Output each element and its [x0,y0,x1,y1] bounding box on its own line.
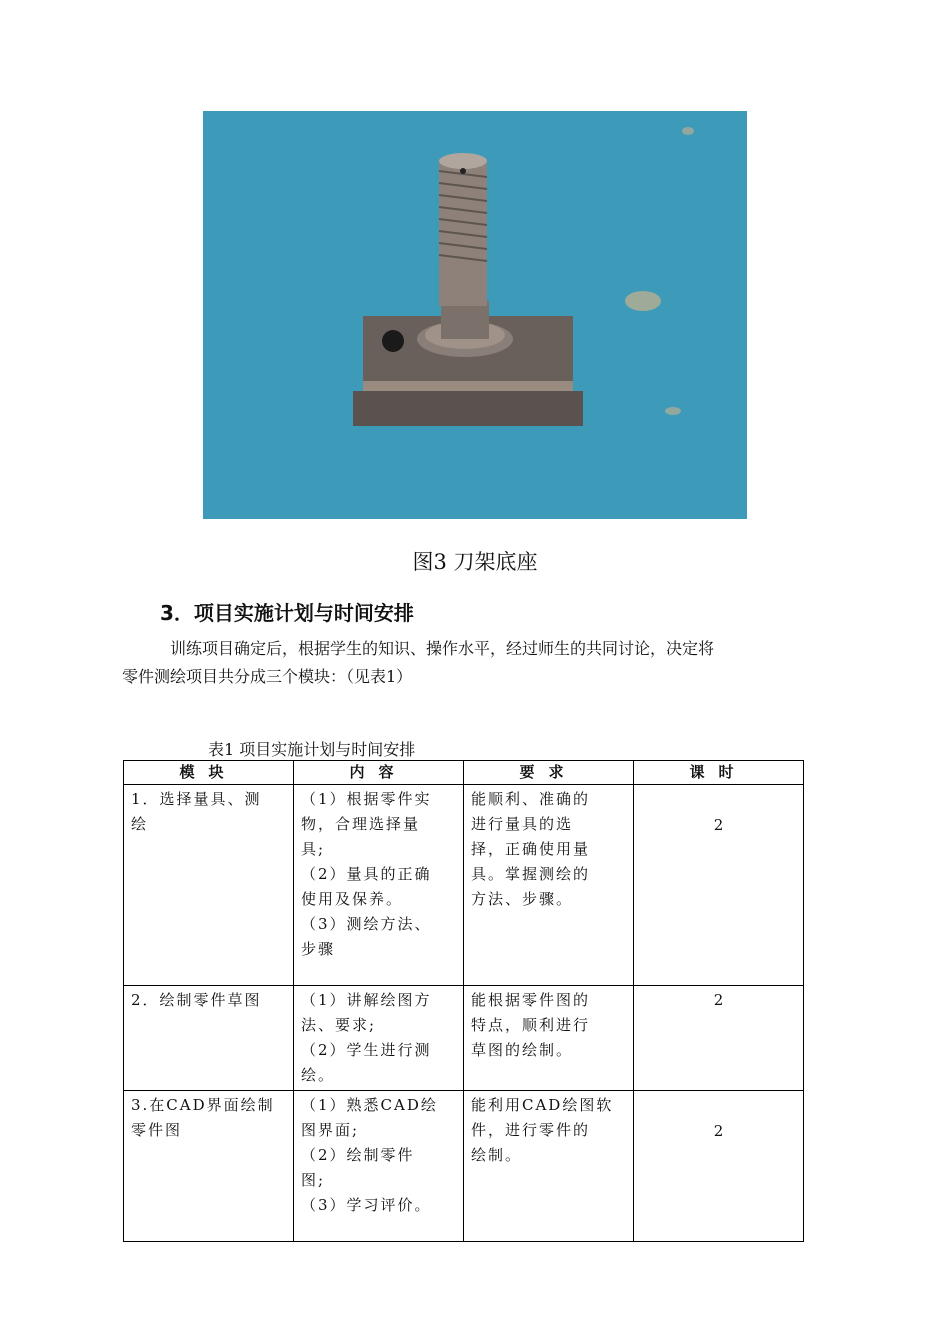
plan-table [123,760,804,1242]
tool-holder-base-photo [203,111,747,519]
paragraph-line-2: 零件测绘项目共分成三个模块：（见表1） [122,667,413,686]
cell-line: 能根据零件图的 [471,991,591,1009]
content-cell [294,986,464,1091]
requirement-cell [464,1091,634,1242]
cell-line: 绘制。 [471,1146,523,1164]
table-header-row [124,761,804,785]
cell-line: 1．选择量具、测 [131,790,262,808]
cell-line: 法、要求; [301,1016,377,1034]
section-heading: 3．项目实施计划与时间安排 [160,601,414,625]
cell-line: 能顺利、准确的 [471,790,591,808]
table-caption: 表1 项目实施计划与时间安排 [208,740,416,759]
cell-line: 进行量具的选 [471,815,574,833]
cell-line: 能利用CAD绘图软 [471,1096,614,1114]
table-row [124,1091,804,1242]
cell-line: 方法、步骤。 [471,890,574,908]
cell-line: （1）讲解绘图方 [301,991,432,1009]
cell-line: 步骤 [301,940,336,958]
cell-line: 图; [301,1171,326,1189]
paragraph-line-1: 训练项目确定后，根据学生的知识、操作水平，经过师生的共同讨论，决定将 [170,639,715,658]
cell-line: 图界面; [301,1121,360,1139]
module-cell [124,785,294,986]
cell-line: （1）根据零件实 [301,790,432,808]
table-row [124,785,804,986]
cell-line: 绘 [131,815,149,833]
header-module: 模块 [124,761,294,785]
cell-line: （2）量具的正确 [301,865,432,883]
cell-line: 零件图 [131,1121,183,1139]
cell-line: 物，合理选择量 [301,815,421,833]
cell-line: （1）熟悉CAD绘 [301,1096,438,1114]
cell-line: 具; [301,840,326,858]
intro-paragraph [122,635,834,691]
hours-cell: 2 [634,1091,804,1242]
figure-caption: 图3 刀架底座 [412,550,538,574]
table-row [124,986,804,1091]
cell-line: 件，进行零件的 [471,1121,591,1139]
cell-line: 具。掌握测绘的 [471,865,591,883]
cell-line: （2）绘制零件 [301,1146,415,1164]
requirement-cell [464,785,634,986]
cell-line: 择，正确使用量 [471,840,591,858]
requirement-cell [464,986,634,1091]
module-cell [124,986,294,1091]
cell-line: 特点，顺利进行 [471,1016,591,1034]
content-cell [294,785,464,986]
cell-line: （3）学习评价。 [301,1196,432,1214]
cell-line: 3.在CAD界面绘制 [131,1096,275,1114]
cell-line: 2．绘制零件草图 [131,991,262,1009]
header-content: 内容 [294,761,464,785]
header-hours: 课时 [634,761,804,785]
header-requirement: 要求 [464,761,634,785]
cell-line: （3）测绘方法、 [301,915,432,933]
hours-cell: 2 [634,785,804,986]
hours-cell: 2 [634,986,804,1091]
cell-line: 绘。 [301,1066,336,1084]
cell-line: 使用及保养。 [301,890,404,908]
cell-line: （2）学生进行测 [301,1041,432,1059]
cell-line: 草图的绘制。 [471,1041,574,1059]
content-cell [294,1091,464,1242]
module-cell [124,1091,294,1242]
